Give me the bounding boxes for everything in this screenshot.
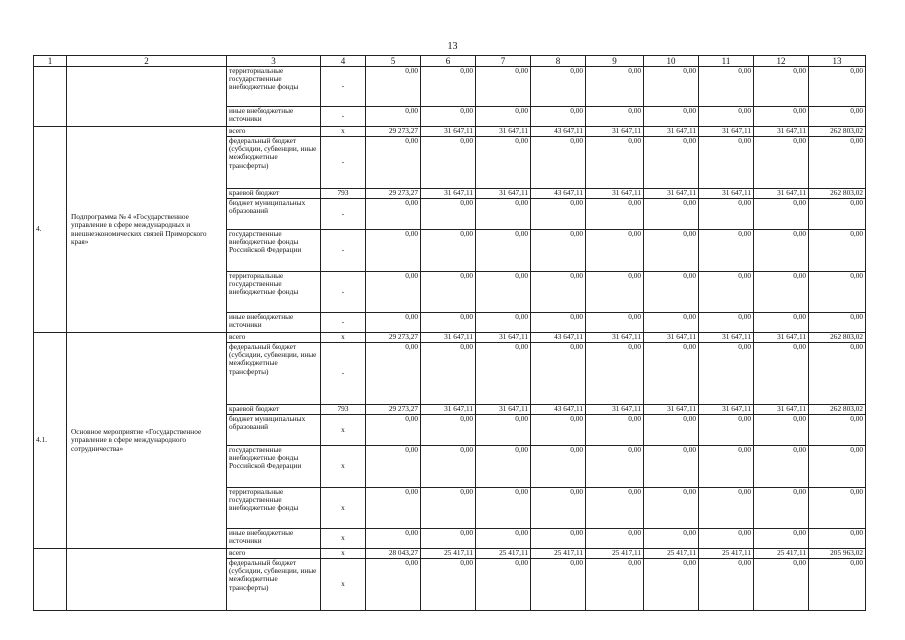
column-number: 4 [321,56,366,67]
amount-cell: 31 647,11 [754,333,809,343]
amount-cell: 0,00 [586,67,644,107]
amount-cell: 0,00 [366,107,421,127]
amount-cell: 0,00 [699,529,754,549]
amount-cell: 0,00 [586,137,644,189]
amount-cell: 31 647,11 [644,405,699,415]
amount-cell: 0,00 [366,415,421,446]
amount-cell: 0,00 [421,107,476,127]
amount-cell: 0,00 [366,230,421,272]
amount-cell: 0,00 [366,199,421,230]
row-index: 4. [34,127,67,333]
amount-cell: 0,00 [366,67,421,107]
funding-source: всего [227,549,321,559]
amount-cell: 29 273,27 [366,189,421,199]
amount-cell: 0,00 [476,446,531,488]
amount-cell: 0,00 [531,230,586,272]
amount-cell: 25 417,11 [586,549,644,559]
amount-cell: 0,00 [644,343,699,405]
amount-cell: 0,00 [421,199,476,230]
amount-cell: 0,00 [366,529,421,549]
amount-cell: 28 043,27 [366,549,421,559]
amount-cell: 31 647,11 [699,189,754,199]
amount-cell: 0,00 [754,446,809,488]
amount-cell: 0,00 [476,107,531,127]
amount-cell: 0,00 [531,488,586,529]
amount-cell: 0,00 [809,230,866,272]
column-number: 7 [476,56,531,67]
amount-cell: 0,00 [421,230,476,272]
amount-cell: 0,00 [531,67,586,107]
amount-cell: 0,00 [809,313,866,333]
page-number: 13 [447,41,458,52]
row-index: 4.1. [34,333,67,549]
amount-cell: 0,00 [644,446,699,488]
amount-cell: 0,00 [809,272,866,313]
amount-cell: 43 647,11 [531,127,586,137]
amount-cell: 31 647,11 [476,405,531,415]
amount-cell: 0,00 [531,415,586,446]
budget-code: x [321,127,366,137]
column-number: 1 [34,56,67,67]
funding-source: федеральный бюджет (субсидии, субвенции, иные межбюджетные трансферты) [227,137,321,189]
amount-cell: 0,00 [586,343,644,405]
amount-cell: 25 417,11 [754,549,809,559]
amount-cell: 0,00 [644,415,699,446]
column-number: 13 [809,56,866,67]
amount-cell: 0,00 [476,529,531,549]
amount-cell: 0,00 [699,343,754,405]
amount-cell: 0,00 [476,230,531,272]
amount-cell: 0,00 [754,559,809,611]
amount-cell: 31 647,11 [754,189,809,199]
amount-cell: 0,00 [586,529,644,549]
column-number: 3 [227,56,321,67]
amount-cell: 0,00 [644,313,699,333]
budget-code: - [321,272,366,313]
column-number: 6 [421,56,476,67]
amount-cell: 262 803,02 [809,333,866,343]
amount-cell: 0,00 [809,199,866,230]
amount-cell: 0,00 [754,529,809,549]
funding-source: федеральный бюджет (субсидии, субвенции, иные межбюджетные трансферты) [227,559,321,611]
budget-table [33,55,866,611]
column-number: 11 [699,56,754,67]
column-number-row [34,56,866,67]
amount-cell: 0,00 [531,272,586,313]
amount-cell: 0,00 [531,137,586,189]
funding-source: краевой бюджет [227,189,321,199]
amount-cell: 31 647,11 [644,127,699,137]
amount-cell: 0,00 [476,272,531,313]
amount-cell: 0,00 [699,488,754,529]
amount-cell: 29 273,27 [366,127,421,137]
amount-cell: 31 647,11 [476,189,531,199]
amount-cell: 0,00 [476,559,531,611]
amount-cell: 0,00 [421,272,476,313]
amount-cell: 0,00 [699,415,754,446]
table-row [34,549,866,559]
amount-cell: 0,00 [531,313,586,333]
amount-cell: 0,00 [754,67,809,107]
amount-cell: 0,00 [644,488,699,529]
funding-source: бюджет муниципальных образований [227,199,321,230]
amount-cell: 0,00 [476,199,531,230]
amount-cell: 31 647,11 [754,405,809,415]
column-number: 5 [366,56,421,67]
amount-cell: 0,00 [754,272,809,313]
amount-cell: 0,00 [531,559,586,611]
amount-cell: 0,00 [754,107,809,127]
amount-cell: 0,00 [586,488,644,529]
table-row [34,333,866,343]
amount-cell: 0,00 [586,107,644,127]
amount-cell: 31 647,11 [586,189,644,199]
row-index [34,67,67,127]
amount-cell: 31 647,11 [754,127,809,137]
table-body [34,56,866,611]
amount-cell: 31 647,11 [586,405,644,415]
table-row [34,127,866,137]
amount-cell: 0,00 [421,446,476,488]
amount-cell: 31 647,11 [421,405,476,415]
amount-cell: 0,00 [644,559,699,611]
amount-cell: 0,00 [366,488,421,529]
table-row [34,67,866,107]
amount-cell: 31 647,11 [644,333,699,343]
column-number: 10 [644,56,699,67]
amount-cell: 43 647,11 [531,405,586,415]
amount-cell: 0,00 [699,446,754,488]
budget-code: 793 [321,189,366,199]
amount-cell: 31 647,11 [586,333,644,343]
amount-cell: 0,00 [644,272,699,313]
amount-cell: 0,00 [754,415,809,446]
amount-cell: 0,00 [366,137,421,189]
amount-cell: 0,00 [754,230,809,272]
amount-cell: 262 803,02 [809,405,866,415]
column-number: 8 [531,56,586,67]
amount-cell: 0,00 [531,199,586,230]
column-number: 12 [754,56,809,67]
amount-cell: 0,00 [476,137,531,189]
amount-cell: 31 647,11 [699,405,754,415]
program-name [67,549,227,611]
column-number: 9 [586,56,644,67]
funding-source: краевой бюджет [227,405,321,415]
amount-cell: 0,00 [699,107,754,127]
amount-cell: 0,00 [809,67,866,107]
amount-cell: 31 647,11 [421,189,476,199]
amount-cell: 0,00 [699,313,754,333]
budget-code: x [321,549,366,559]
amount-cell: 0,00 [809,488,866,529]
budget-code: x [321,415,366,446]
amount-cell: 0,00 [809,137,866,189]
amount-cell: 31 647,11 [476,127,531,137]
budget-code: x [321,559,366,611]
amount-cell: 31 647,11 [644,189,699,199]
funding-source: территориальные государственные внебюджетные фонды [227,67,321,107]
amount-cell: 0,00 [421,488,476,529]
amount-cell: 0,00 [531,529,586,549]
column-number: 2 [67,56,227,67]
budget-code: - [321,107,366,127]
amount-cell: 0,00 [366,446,421,488]
amount-cell: 0,00 [366,272,421,313]
amount-cell: 0,00 [699,230,754,272]
amount-cell: 31 647,11 [699,333,754,343]
amount-cell: 0,00 [809,529,866,549]
budget-code: x [321,488,366,529]
amount-cell: 29 273,27 [366,405,421,415]
budget-code: 793 [321,405,366,415]
amount-cell: 31 647,11 [586,127,644,137]
amount-cell: 43 647,11 [531,333,586,343]
program-name: Основное мероприятие «Государственное управление в сфере международного сотрудничества» [67,333,227,549]
amount-cell: 0,00 [586,415,644,446]
amount-cell: 0,00 [476,343,531,405]
amount-cell: 0,00 [699,559,754,611]
amount-cell: 25 417,11 [644,549,699,559]
amount-cell: 0,00 [421,67,476,107]
funding-source: территориальные государственные внебюджетные фонды [227,488,321,529]
funding-source: государственные внебюджетные фонды Российской Федерации [227,446,321,488]
amount-cell: 0,00 [531,107,586,127]
amount-cell: 25 417,11 [476,549,531,559]
amount-cell: 0,00 [586,272,644,313]
amount-cell: 0,00 [531,343,586,405]
amount-cell: 0,00 [754,343,809,405]
amount-cell: 0,00 [421,415,476,446]
amount-cell: 0,00 [644,137,699,189]
amount-cell: 43 647,11 [531,189,586,199]
amount-cell: 0,00 [421,313,476,333]
amount-cell: 0,00 [644,67,699,107]
amount-cell: 31 647,11 [699,127,754,137]
budget-code: - [321,67,366,107]
funding-source: иные внебюджетные источники [227,529,321,549]
funding-source: иные внебюджетные источники [227,313,321,333]
amount-cell: 0,00 [476,488,531,529]
amount-cell: 0,00 [476,313,531,333]
amount-cell: 0,00 [809,343,866,405]
program-name [67,67,227,127]
funding-source: территориальные государственные внебюджетные фонды [227,272,321,313]
amount-cell: 0,00 [699,199,754,230]
amount-cell: 0,00 [644,199,699,230]
amount-cell: 0,00 [699,67,754,107]
amount-cell: 0,00 [644,107,699,127]
amount-cell: 0,00 [476,67,531,107]
amount-cell: 0,00 [754,313,809,333]
amount-cell: 262 803,02 [809,127,866,137]
funding-source: иные внебюджетные источники [227,107,321,127]
amount-cell: 0,00 [644,230,699,272]
funding-source: государственные внебюджетные фонды Российской Федерации [227,230,321,272]
amount-cell: 0,00 [699,137,754,189]
amount-cell: 0,00 [531,446,586,488]
budget-code: - [321,230,366,272]
amount-cell: 0,00 [421,559,476,611]
amount-cell: 0,00 [644,529,699,549]
amount-cell: 0,00 [699,272,754,313]
amount-cell: 0,00 [586,199,644,230]
amount-cell: 0,00 [586,230,644,272]
budget-code: x [321,529,366,549]
budget-code: x [321,446,366,488]
amount-cell: 0,00 [586,313,644,333]
funding-source: бюджет муниципальных образований [227,415,321,446]
amount-cell: 29 273,27 [366,333,421,343]
amount-cell: 0,00 [586,559,644,611]
amount-cell: 262 803,02 [809,189,866,199]
program-name: Подпрограмма № 4 «Государственное управление в сфере международных и внешнеэкономических связей Приморского края» [67,127,227,333]
amount-cell: 205 963,02 [809,549,866,559]
amount-cell: 0,00 [754,488,809,529]
amount-cell: 0,00 [809,559,866,611]
budget-code: - [321,313,366,333]
amount-cell: 0,00 [476,415,531,446]
amount-cell: 0,00 [366,313,421,333]
amount-cell: 25 417,11 [699,549,754,559]
budget-code: - [321,199,366,230]
budget-code: x [321,333,366,343]
funding-source: всего [227,333,321,343]
amount-cell: 0,00 [586,446,644,488]
amount-cell: 0,00 [809,415,866,446]
amount-cell: 25 417,11 [421,549,476,559]
budget-code: - [321,137,366,189]
amount-cell: 31 647,11 [476,333,531,343]
amount-cell: 25 417,11 [531,549,586,559]
amount-cell: 0,00 [754,199,809,230]
amount-cell: 0,00 [809,107,866,127]
amount-cell: 0,00 [421,529,476,549]
funding-source: федеральный бюджет (субсидии, субвенции, иные межбюджетные трансферты) [227,343,321,405]
row-index [34,549,67,611]
amount-cell: 0,00 [754,137,809,189]
amount-cell: 0,00 [809,446,866,488]
amount-cell: 0,00 [421,343,476,405]
amount-cell: 0,00 [366,559,421,611]
amount-cell: 31 647,11 [421,333,476,343]
funding-source: всего [227,127,321,137]
amount-cell: 31 647,11 [421,127,476,137]
budget-code: - [321,343,366,405]
amount-cell: 0,00 [366,343,421,405]
amount-cell: 0,00 [421,137,476,189]
